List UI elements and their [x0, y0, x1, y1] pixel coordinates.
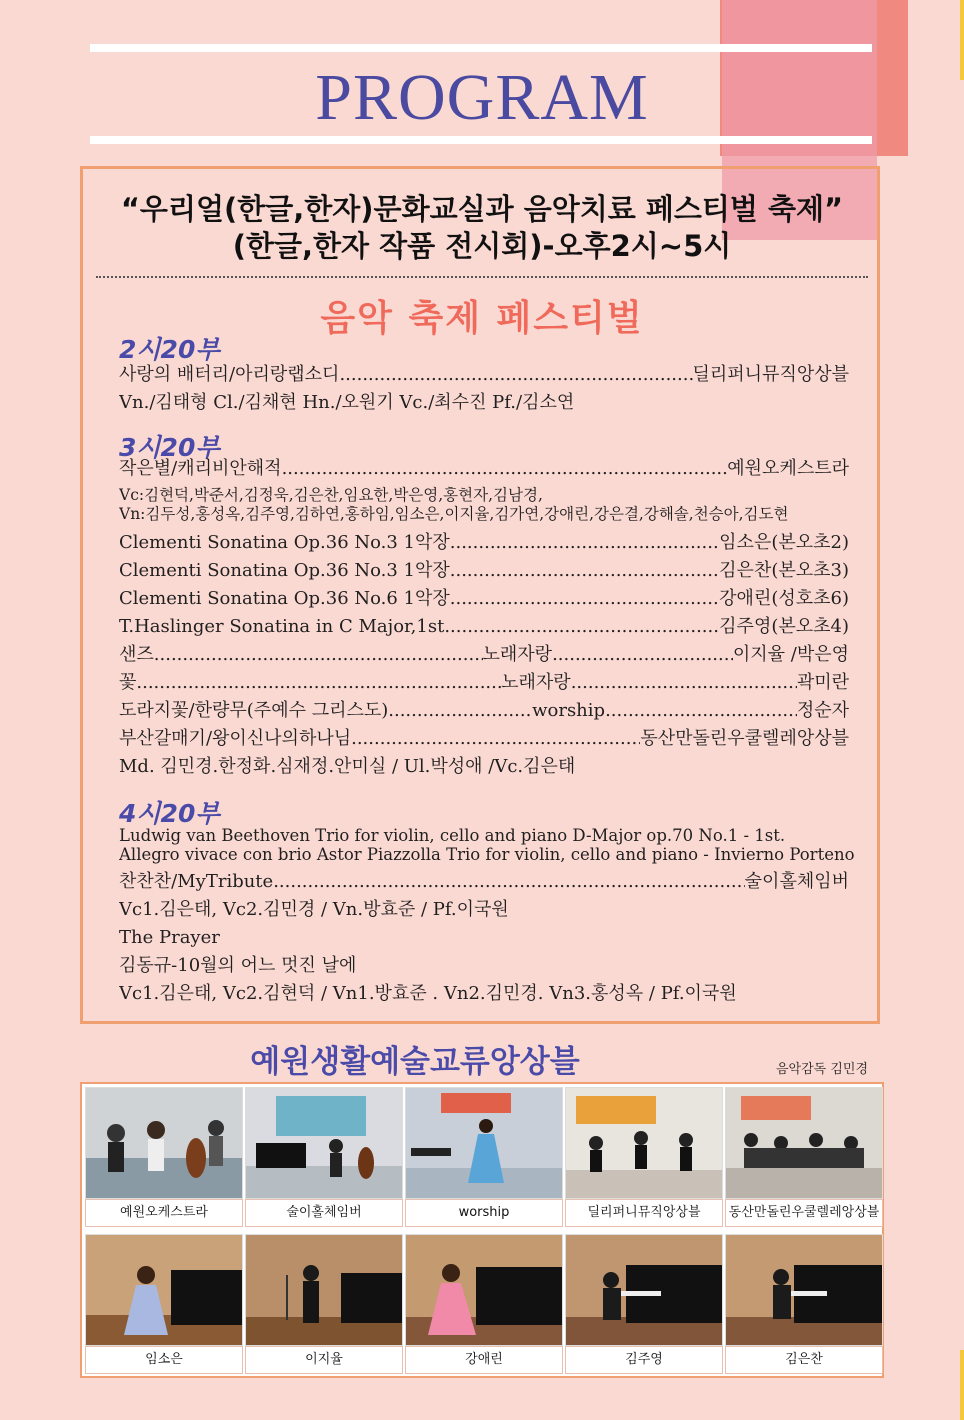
program-piece: 도라지꽃/한량무(주예수 그리스도) — [119, 700, 389, 721]
performer-photo — [725, 1234, 883, 1346]
program-piece: 샌즈 — [119, 644, 154, 665]
ensemble-title: 예원생활예술교류앙상블 — [250, 1044, 580, 1080]
dot-leader — [282, 458, 728, 480]
program-line — [119, 616, 849, 638]
dot-leader — [450, 588, 719, 610]
program-category: worship — [532, 700, 606, 721]
festival-title: 음악 축제 페스티벌 — [320, 298, 644, 339]
program-line: The Prayer — [119, 927, 220, 948]
photo-caption: worship — [405, 1199, 563, 1227]
program-line: Vc:김현덕,박준서,김정욱,김은찬,임요한,박은영,홍현자,김남경, — [119, 486, 543, 504]
photo-caption: 동산만돌린우쿨렐레앙상블 — [725, 1199, 883, 1227]
gallery-item — [85, 1087, 243, 1227]
program-line — [119, 560, 849, 582]
dot-leader — [444, 616, 719, 638]
program-performer: 강애린(성호초6) — [719, 588, 849, 609]
dot-leader — [552, 644, 733, 666]
program-performer: 곽미란 — [796, 672, 849, 693]
program-category: 노래자랑 — [482, 644, 553, 665]
program-line — [119, 458, 849, 480]
program-line: Vn:김두성,홍성옥,김주영,김하연,홍하임,임소은,이지율,김가연,강애린,강은결,강해솔,천승아,김도현 — [119, 505, 789, 523]
performer-photo — [565, 1234, 723, 1346]
performer-photo — [85, 1234, 243, 1346]
photo-caption: 이지율 — [245, 1346, 403, 1374]
photo-caption: 강애린 — [405, 1346, 563, 1374]
gallery-item — [565, 1234, 723, 1374]
program-line: Md. 김민경.한정화.심재정.안미실 / Ul.박성애 /Vc.김은태 — [119, 756, 576, 777]
dot-leader — [605, 700, 797, 722]
program-line — [119, 700, 849, 722]
program-line — [119, 588, 849, 610]
program-category: 노래자랑 — [501, 672, 571, 693]
ensemble-photo — [405, 1087, 563, 1199]
program-line — [119, 532, 849, 554]
program-line — [119, 871, 849, 893]
program-line: Vc1.김은태, Vc2.김민경 / Vn.방효준 / Pf.이국원 — [119, 899, 509, 920]
dot-leader — [571, 672, 797, 694]
dot-leader — [279, 871, 745, 893]
program-line — [119, 644, 849, 666]
event-subheadline: (한글,한자 작품 전시회)-오후2시~5시 — [232, 229, 732, 263]
program-line: Allegro vivace con brio Astor Piazzolla Trio for violin, cello and piano - Invierno Porteno — [119, 845, 855, 864]
program-piece: T.Haslinger Sonatina in C Major,1st — [119, 616, 445, 637]
program-line: Ludwig van Beethoven Trio for violin, cello and piano D-Major op.70 No.1 - 1st. — [119, 826, 786, 845]
dotted-divider — [96, 276, 868, 278]
dot-leader — [450, 560, 719, 582]
ensemble-photo — [565, 1087, 723, 1199]
section-time: 2시20부 — [119, 335, 220, 364]
gallery-item — [85, 1234, 243, 1374]
program-performer: 김은찬(본오초3) — [719, 560, 849, 581]
gallery-item — [405, 1087, 563, 1227]
program-line — [119, 728, 849, 750]
program-performer: 정순자 — [796, 700, 849, 721]
program-line: Vc1.김은태, Vc2.김현덕 / Vn1.방효준 . Vn2.김민경. Vn3.홍성옥 / Pf.이국원 — [119, 983, 737, 1004]
program-performer: 김주영(본오초4) — [719, 616, 849, 637]
photo-caption: 딜리퍼니뮤직앙상블 — [565, 1199, 723, 1227]
edge-accent-bottom — [960, 1350, 964, 1420]
gallery-item — [245, 1087, 403, 1227]
program-piece: 작은별/캐리비안해적 — [119, 458, 282, 479]
program-performer: 이지율 /박은영 — [732, 644, 849, 665]
dot-leader — [154, 644, 483, 666]
title-rule-bottom — [90, 136, 872, 144]
gallery-item — [405, 1234, 563, 1374]
gallery-item — [725, 1234, 883, 1374]
program-line — [119, 364, 849, 386]
dot-leader — [136, 672, 501, 694]
program-piece: 사랑의 배터리/아리랑랩소디 — [119, 364, 340, 385]
program-line: 김동규-10월의 어느 멋진 날에 — [119, 955, 357, 976]
program-performer: 임소은(본오초2) — [719, 532, 849, 553]
performer-photo — [245, 1234, 403, 1346]
program-piece: Clementi Sonatina Op.36 No.3 1악장 — [119, 560, 450, 581]
music-director: 음악감독 김민경 — [776, 1062, 869, 1077]
photo-caption: 술이홀체임버 — [245, 1199, 403, 1227]
program-performer: 술이홀체임버 — [744, 871, 849, 892]
photo-caption: 임소은 — [85, 1346, 243, 1374]
dot-leader — [339, 364, 692, 386]
performer-photo — [405, 1234, 563, 1346]
program-piece: 꽃 — [119, 672, 137, 693]
program-line — [119, 672, 849, 694]
program-performer: 딜리퍼니뮤직앙상블 — [692, 364, 849, 385]
ensemble-photo — [245, 1087, 403, 1199]
program-performer: 예원오케스트라 — [727, 458, 849, 479]
program-line: Vn./김태형 Cl./김채현 Hn./오원기 Vc./최수진 Pf./김소연 — [119, 392, 575, 413]
photo-caption: 예원오케스트라 — [85, 1199, 243, 1227]
ensemble-photo — [85, 1087, 243, 1199]
program-piece: Clementi Sonatina Op.36 No.3 1악장 — [119, 532, 450, 553]
dot-leader — [388, 700, 532, 722]
dot-leader — [351, 728, 640, 750]
gallery-item — [245, 1234, 403, 1374]
gallery-item — [725, 1087, 883, 1227]
photo-caption: 김주영 — [565, 1346, 723, 1374]
program-piece: 찬찬찬/MyTribute. — [119, 871, 279, 892]
program-performer: 동산만돌린우쿨렐레앙상블 — [640, 728, 849, 749]
program-piece: Clementi Sonatina Op.36 No.6 1악장 — [119, 588, 450, 609]
gallery-item — [565, 1087, 723, 1227]
section-time: 4시20부 — [119, 799, 220, 828]
event-headline: “우리얼(한글,한자)문화교실과 음악치료 페스티벌 축제” — [120, 192, 844, 226]
photo-caption: 김은찬 — [725, 1346, 883, 1374]
section-time: 3시20부 — [119, 433, 220, 462]
dot-leader — [450, 532, 719, 554]
page-title: PROGRAM — [315, 61, 649, 134]
program-piece: 부산갈매기/왕이신나의하나님 — [119, 728, 352, 749]
photo-gallery — [80, 1082, 884, 1378]
ensemble-photo — [725, 1087, 883, 1199]
title-rule-top — [90, 44, 872, 52]
